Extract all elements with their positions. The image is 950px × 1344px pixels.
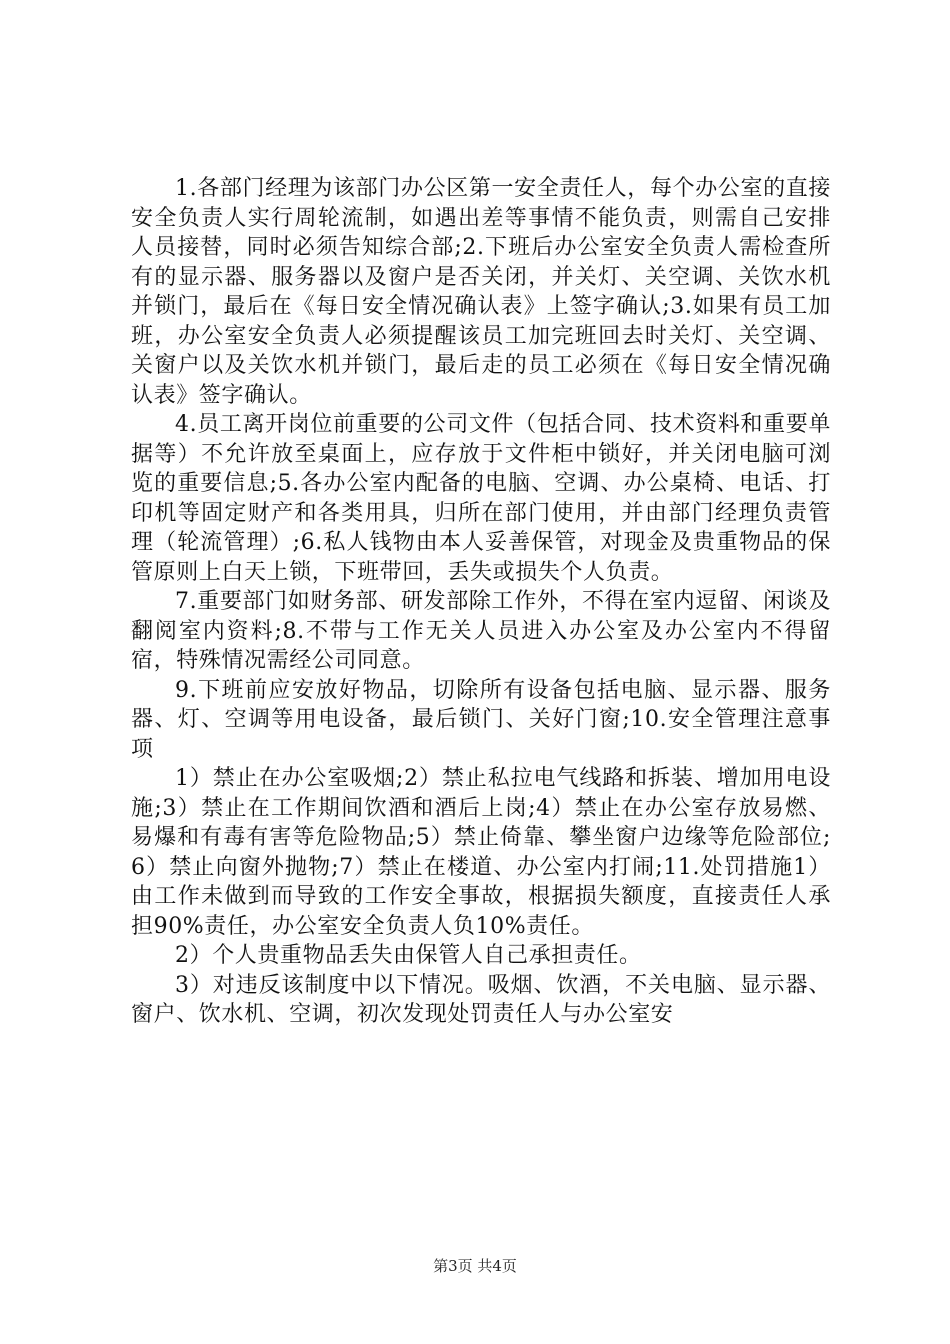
document-body (131, 174, 831, 1030)
paragraph-7: 3）对违反该制度中以下情况。吸烟、饮酒，不关电脑、显示器、窗户、饮水机、空调，初次发现处罚责任人与办公室安 (131, 972, 831, 1027)
paragraph-2: 4.员工离开岗位前重要的公司文件（包括合同、技术资料和重要单据等）不允许放至桌面上，应存放于文件柜中锁好，并关闭电脑可浏览的重要信息;5.各办公室内配备的电脑、空调、办公桌椅、电话、打印机等固定财产和各类用具，归所在部门使用，并由部门经理负责管理（轮流管理）;6.私人钱物由本人妥善保管，对现金及贵重物品的保管原则上白天上锁，下班带回，丢失或损失个人负责。 (131, 412, 831, 585)
paragraph-3: 7.重要部门如财务部、研发部除工作外，不得在室内逗留、闲谈及翻阅室内资料;8.不带与工作无关人员进入办公室及办公室内不得留宿，特殊情况需经公司同意。 (131, 589, 831, 673)
page-number-footer: 第3页 共4页 (433, 1257, 517, 1275)
paragraph-4: 9.下班前应安放好物品，切除所有设备包括电脑、显示器、服务器、灯、空调等用电设备，最后锁门、关好门窗;10.安全管理注意事项 (131, 677, 831, 762)
paragraph-1: 1.各部门经理为该部门办公区第一安全责任人，每个办公室的直接安全负责人实行周轮流制，如遇出差等事情不能负责，则需自己安排人员接替，同时必须告知综合部;2.下班后办公室安全负责人需检查所有的显示器、服务器以及窗户是否关闭，并关灯、关空调、关饮水机并锁门，最后在《每日安全情况确认表》上签字确认;3.如果有员工加班，办公室安全负责人必须提醒该员工加完班回去时关灯、关空调、关窗户以及关饮水机并锁门，最后走的员工必须在《每日安全情况确认表》签字确认。 (131, 176, 831, 408)
paragraph-5: 1）禁止在办公室吸烟;2）禁止私拉电气线路和拆装、增加用电设施;3）禁止在工作期间饮酒和酒后上岗;4）禁止在办公室存放易燃、易爆和有毒有害等危险物品;5）禁止倚靠、攀坐窗户边缘等危险部位;6）禁止向窗外抛物;7）禁止在楼道、办公室内打闹;11.处罚措施1）由工作未做到而导致的工作安全事故，根据损失额度，直接责任人承担90%责任，办公室安全负责人负10%责任。 (131, 766, 831, 939)
paragraph-6: 2）个人贵重物品丢失由保管人自己承担责任。 (175, 943, 642, 968)
